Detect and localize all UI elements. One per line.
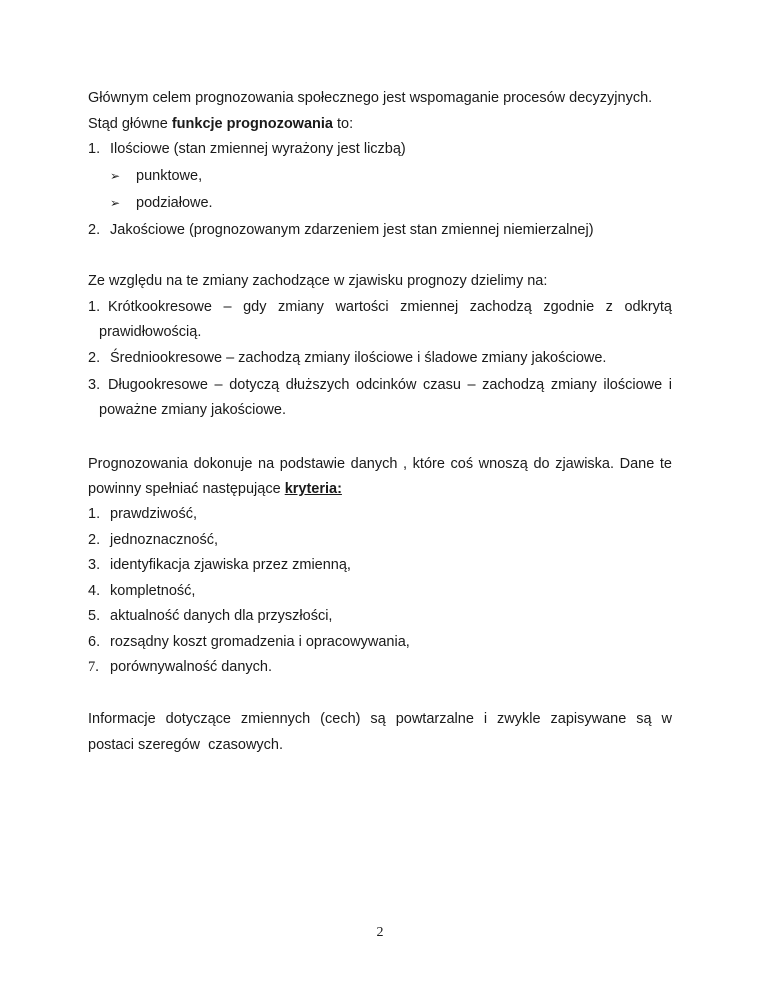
- criteria-item-2: [88, 531, 672, 549]
- criteria-item-6: [88, 633, 672, 651]
- division-item-1: [88, 298, 672, 316]
- list-number: 3.: [88, 377, 101, 393]
- list-number: 1.: [88, 141, 101, 157]
- closing-line-2: [88, 736, 672, 754]
- closing-text-1: Informacje dotyczące zmiennych (cech) są powtarzalne i zwykle zapisywane są w: [88, 711, 672, 727]
- criteria-item-1: [88, 505, 672, 523]
- criteria-item-4: [88, 582, 672, 600]
- division-heading: [88, 272, 672, 290]
- function-item-1: [88, 140, 672, 158]
- division-item-text: Krótkookresowe – gdy zmiany wartości zmiennej zachodzą zgodnie z odkrytą: [108, 299, 672, 315]
- closing-text-2: postaci szeregów czasowych.: [88, 737, 284, 753]
- list-number: 4.: [88, 583, 101, 599]
- closing-line-1: [88, 710, 672, 728]
- division-item-text-cont: poważne zmiany jakościowe.: [99, 402, 286, 418]
- list-number: 6.: [88, 634, 101, 650]
- arrow-bullet-icon: ➢: [110, 196, 121, 210]
- division-item-1-continuation: [99, 323, 683, 341]
- criteria-item-5: [88, 607, 672, 625]
- division-heading-text: Ze względu na te zmiany zachodzące w zjawisku prognozy dzielimy na:: [88, 273, 548, 289]
- page-number: 2: [376, 925, 384, 940]
- intro-line-2: [88, 115, 672, 133]
- list-number: 1.: [88, 506, 101, 522]
- division-item-text-cont: prawidłowością.: [99, 324, 202, 340]
- criteria-intro-line-2: [88, 480, 672, 498]
- list-number: 2.: [88, 222, 101, 238]
- criteria-item-7: [88, 658, 672, 676]
- function-text: Jakościowe (prognozowanym zdarzeniem jest stan zmiennej niemierzalnej): [110, 222, 594, 238]
- list-number: 7.: [88, 659, 99, 675]
- functions-term: funkcje prognozowania: [171, 116, 333, 132]
- arrow-bullet-icon: ➢: [110, 169, 121, 183]
- list-number: 2.: [88, 532, 101, 548]
- list-number: 3.: [88, 557, 101, 573]
- criteria-intro-text-2-pre: powinny spełniać następujące: [88, 481, 285, 497]
- division-item-text: Średniookresowe – zachodzą zmiany ilościowe i śladowe zmiany jakościowe.: [110, 350, 607, 366]
- criteria-item-text: jednoznaczność,: [110, 532, 219, 548]
- criteria-item-text: kompletność,: [110, 583, 196, 599]
- intro-text-2-pre: Stąd główne: [88, 116, 172, 132]
- function-text: Ilościowe (stan zmiennej wyrażony jest liczbą): [110, 141, 406, 157]
- criteria-intro-text-1: Prognozowania dokonuje na podstawie danych , które coś wnoszą do zjawiska. Dane te: [88, 456, 672, 472]
- function-item-2: [88, 221, 672, 239]
- division-item-text: Długookresowe – dotyczą dłuższych odcinków czasu – zachodzą zmiany ilościowe i: [108, 377, 672, 393]
- criteria-intro-line-1: [88, 455, 672, 473]
- subpoint-text: podziałowe.: [136, 195, 213, 211]
- criteria-item-text: porównywalność danych.: [110, 659, 273, 675]
- subpoint-item-1: [110, 167, 672, 185]
- criteria-item-text: identyfikacja zjawiska przez zmienną,: [110, 557, 351, 573]
- intro-text-1: Głównym celem prognozowania społecznego jest wspomaganie procesów decyzyjnych.: [88, 90, 653, 106]
- list-number: 2.: [88, 350, 101, 366]
- criteria-item-text: rozsądny koszt gromadzenia i opracowywania,: [110, 634, 410, 650]
- division-item-3-continuation: [99, 401, 683, 419]
- criteria-term: kryteria:: [284, 481, 342, 497]
- division-item-3: [88, 376, 672, 394]
- division-item-1-line-1: [88, 299, 672, 315]
- criteria-item-3: [88, 556, 672, 574]
- list-number: 1.: [88, 299, 101, 315]
- intro-text-2-post: to:: [332, 116, 354, 132]
- intro-line-1: [88, 89, 672, 107]
- division-item-2: [88, 349, 672, 367]
- criteria-item-text: prawdziwość,: [110, 506, 198, 522]
- subpoint-item-2: [110, 194, 672, 212]
- subpoint-text: punktowe,: [136, 168, 203, 184]
- division-item-3-line-1: [88, 377, 672, 393]
- criteria-item-text: aktualność danych dla przyszłości,: [110, 608, 333, 624]
- list-number: 5.: [88, 608, 101, 624]
